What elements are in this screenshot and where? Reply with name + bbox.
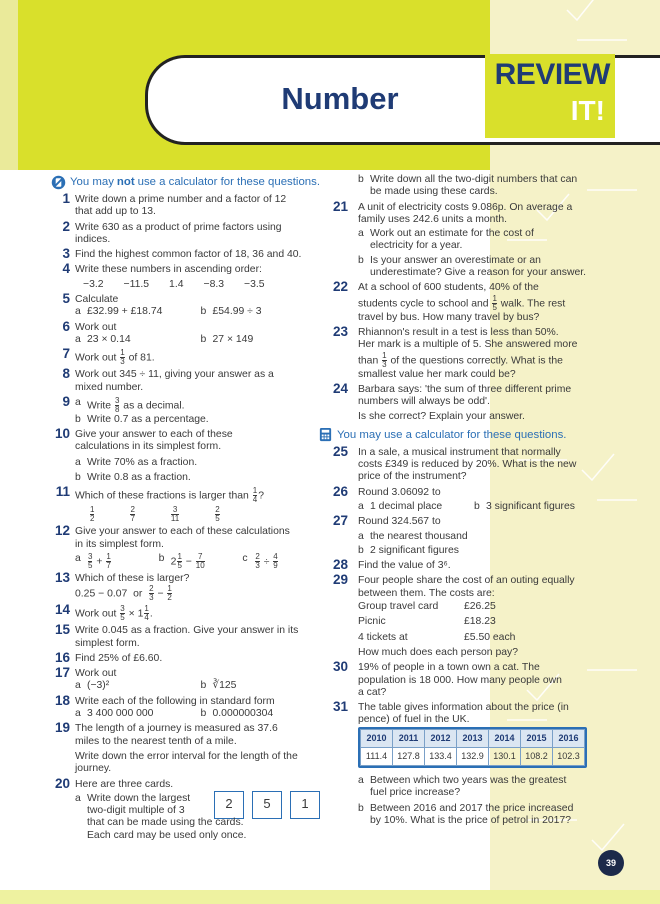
question-1: 1 Write down a prime number and a factor of 12 that add up to 13. <box>62 191 287 218</box>
review-badge-line-2: IT! <box>570 95 605 126</box>
fraction: $\frac{1}{4}$ <box>252 486 258 505</box>
calculator-notice: You may use a calculator for these questions. <box>318 427 590 443</box>
right-column <box>318 174 590 830</box>
table-cell: 127.8 <box>393 747 425 765</box>
question-28: 28 Find the value of 3⁶. <box>332 557 451 573</box>
question-20: 20 Here are three cards. 2 5 1 a Write down the largest two-digit multiple of 3 that can be made using the cards. Each card may be used only once. <box>48 779 326 842</box>
calculator-icon <box>318 427 333 442</box>
number-card: 2 <box>214 791 244 819</box>
question-19: 19 The length of a journey is measured as 37.6 miles to the nearest tenth of a mile. Write down the error interval for the length of the journey. <box>54 720 298 775</box>
question-2: 2 Write 630 as a product of prime factors using indices. <box>62 218 282 245</box>
number-card: 5 <box>252 791 282 819</box>
question-13: 13 Which of these is larger? 0.25 − 0.07 or $\frac{2}{3}$ − $\frac{1}{2}$ <box>54 569 190 603</box>
question-5: 5 Calculate a £32.99 + £18.74 b £54.99 ÷ 3 <box>62 291 262 318</box>
question-27: 27 Round 324.567 to a the nearest thousand b 2 significant figures <box>332 513 468 556</box>
table-cell: 2013 <box>457 729 489 747</box>
question-20-part-b: b Write down all the two-digit numbers that can be made using these cards. <box>358 174 578 198</box>
fraction: $\frac{3}{8}$ <box>114 395 120 414</box>
question-17: 17 Work out a (−3)² b ∛125 <box>54 665 237 692</box>
table-cell: 2010 <box>361 729 393 747</box>
question-23: 23 Rhiannon's result in a test is less than 50%. Her mark is a multiple of 5. She answered more than $\frac{1}{3}$ of the questions correctly. What is the smallest value her mark could be? <box>332 323 578 380</box>
table-row <box>361 747 585 765</box>
table-cell: 2016 <box>553 729 585 747</box>
question-29: 29 Four people share the cost of an outing equally between them. The costs are: Group travel card £26.25 Picnic £18.23 4 tickets at £5.50 each How much does each person pay? <box>318 575 590 659</box>
question-24: 24 Barbara says: 'the sum of three different prime numbers will always be odd'. Is she correct? Explain your answer. <box>332 380 572 423</box>
table-cell: 2015 <box>521 729 553 747</box>
question-30: 30 19% of people in a town own a cat. The population is 18 000. How many people own a cat? <box>332 659 562 698</box>
no-calculator-notice: You may not use a calculator for these questions. <box>51 174 326 190</box>
table-cell: 2012 <box>425 729 457 747</box>
number-card: 1 <box>290 791 320 819</box>
question-12: 12 Give your answer to each of these calculations in its simplest form. a $\frac{3}{5}$ + $\frac{1}{7}$ b 2 $\frac{1}{5}$ − $\frac{7}{10}$ c $\frac{2}{3}$ ÷ $\frac{4}{9}$ <box>54 523 290 570</box>
question-9: 9 a Write $\frac{3}{8}$ as a decimal. b Write 0.7 as a percentage. <box>62 393 209 425</box>
fraction: $\frac{1}{3}$ <box>120 348 125 367</box>
table-cell: 2011 <box>393 729 425 747</box>
question-18: 18 Write each of the following in standard form a 3 400 000 000 b 0.000000304 <box>54 692 275 720</box>
page-number: 39 <box>598 850 624 876</box>
table-header-row <box>361 729 585 747</box>
question-3: 3 Find the highest common factor of 18, 36 and 40. <box>62 246 302 262</box>
question-26: 26 Round 3.06092 to a 1 decimal place b 3 significant figures <box>332 483 575 512</box>
fraction-options: $\frac{1}{2}$ $\frac{2}{7}$ $\frac{3}{11}$ $\frac{2}{5}$ <box>90 505 220 524</box>
question-25: 25 In a sale, a musical instrument that normally costs £349 is reduced by 20%. What is the new price of the instrument? <box>332 443 577 483</box>
table-cell: 132.9 <box>457 747 489 765</box>
question-31: 31 The table gives information about the price (in pence) of fuel in the UK. 2010 2011 2012 2013 2014 2015 2016 111.4 127.8 133.4 132.9 130.1 108.2 102.3 a Between which two years was the greatest fuel price increase? b Between 2016 and 2017 the price increased by 10%. What is the price of petrol in 2017? <box>318 702 590 827</box>
question-16: 16 Find 25% of £6.60. <box>54 649 163 665</box>
no-calculator-icon <box>51 175 66 190</box>
page-title: Number <box>281 81 399 116</box>
review-badge-line-1: REVIEW <box>494 58 610 91</box>
table-cell: 130.1 <box>489 747 521 765</box>
question-7: 7 Work out $\frac{1}{3}$ of 81. <box>62 346 155 367</box>
table-cell: 111.4 <box>361 747 393 765</box>
table-cell: 102.3 <box>553 747 585 765</box>
fuel-price-table <box>358 727 587 768</box>
question-6: 6 Work out a 23 × 0.14 b 27 × 149 <box>62 318 254 345</box>
question-10: 10 Give your answer to each of these calculations in its simplest form. a Write 70% as a fraction. b Write 0.8 as a fraction. <box>54 426 233 484</box>
question-11: 11 Which of these fractions is larger than $\frac{1}{4}$ ? $\frac{1}{2}$ $\frac{2}{7}$ $\frac{3}{11}$ $\frac{2}{5}$ <box>48 487 326 523</box>
question-22: 22 At a school of 600 students, 40% of the students cycle to school and $\frac{1}{5}$ walk. The rest travel by bus. How many travel by bus? <box>332 279 566 323</box>
table-cell: 133.4 <box>425 747 457 765</box>
table-cell: 2014 <box>489 729 521 747</box>
question-8: 8 Work out 345 ÷ 11, giving your answer as a mixed number. <box>62 366 274 393</box>
question-4: 4 Write these numbers in ascending order: −3.2 −11.5 1.4 −8.3 −3.5 <box>48 264 326 291</box>
question-15: 15 Write 0.045 as a fraction. Give your answer in its simplest form. <box>54 622 299 649</box>
footer-band <box>0 890 660 904</box>
question-21: 21 A unit of electricity costs 9.086p. On average a family uses 242.6 units a month. a Work out an estimate for the cost of electricity for a year. b Is your answer an overestimate or an underestimate? Give a reason for your answer. <box>332 198 587 279</box>
table-cell: 108.2 <box>521 747 553 765</box>
left-column <box>48 174 326 845</box>
number-list: −3.2 −11.5 1.4 −8.3 −3.5 <box>83 278 265 290</box>
cost-list: Group travel card £26.25 Picnic £18.23 4 tickets at £5.50 each <box>358 601 516 643</box>
question-14: 14 Work out $\frac{3}{5}$ × 1 $\frac{1}{4}$ . <box>54 602 153 623</box>
